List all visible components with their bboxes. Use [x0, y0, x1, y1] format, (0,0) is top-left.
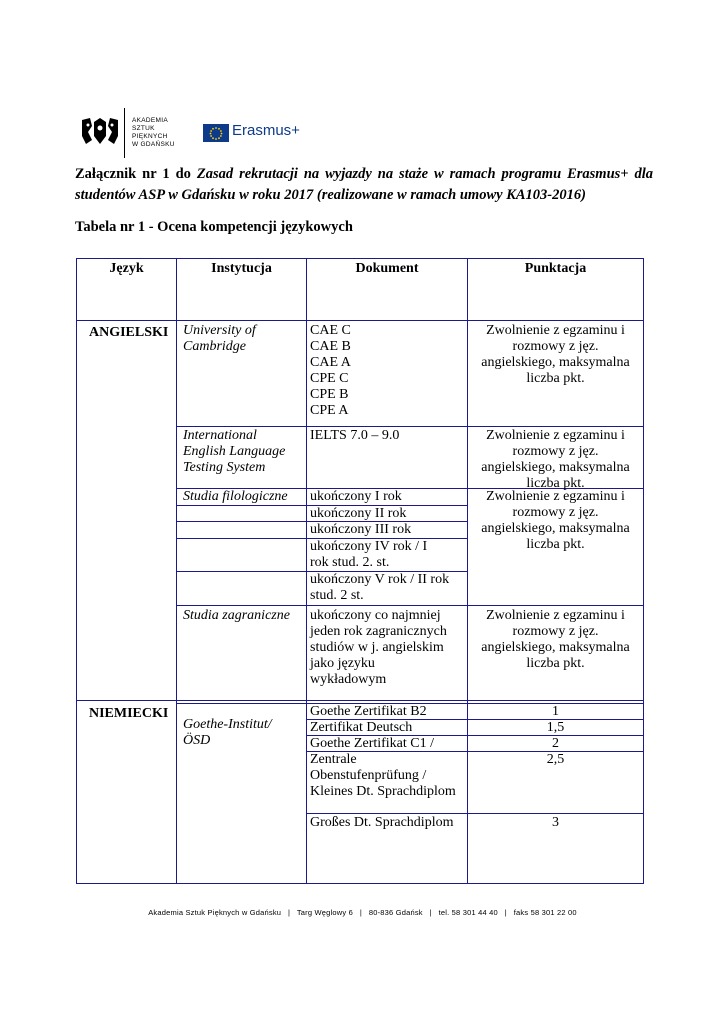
- document-philology-3: ukończony III rok: [310, 522, 412, 537]
- points-line: rozmowy z jęz.: [512, 624, 599, 639]
- annex-intro: [75, 164, 653, 206]
- points-german-4: 2,5: [546, 752, 565, 767]
- row-divider: [177, 426, 643, 427]
- points-line: angielskiego, maksymalna: [481, 460, 630, 475]
- points-line: angielskiego, maksymalna: [481, 521, 630, 536]
- table-title: Tabela nr 1 - Ocena kompetencji językowych: [75, 219, 353, 235]
- language-competence-table: [76, 258, 644, 884]
- document-german-1: Goethe Zertifikat B2: [310, 704, 427, 719]
- document-german-3: Goethe Zertifikat C1 /: [310, 736, 435, 751]
- document-philology-2: ukończony II rok: [310, 506, 407, 521]
- institution-line: International: [183, 428, 257, 443]
- document-philology-4: [310, 539, 427, 571]
- document-philology-5: [310, 572, 449, 604]
- annex-title: Zasad rekrutacji na wyjazdy na staże w ramach programu Erasmus+ dla studentów ASP w Gdańsku w roku 2017 (realizowane w ramach umowy KA103-2016): [75, 166, 654, 203]
- points-philology: [468, 489, 643, 553]
- document-german-4: [310, 752, 456, 800]
- document-line: stud. 2 st.: [310, 588, 364, 603]
- institution-ielts: [183, 428, 285, 476]
- document-item: CAE A: [310, 355, 351, 370]
- annex-lead: Załącznik nr 1 do: [75, 166, 191, 182]
- document-item: CPE C: [310, 371, 349, 386]
- asp-logo: [80, 116, 120, 146]
- document-line: ukończony co najmniej: [310, 608, 441, 623]
- header-institution: Instytucja: [211, 261, 272, 276]
- document-line: jeden rok zagranicznych: [310, 624, 447, 639]
- document-philology-1: ukończony I rok: [310, 489, 402, 504]
- institution-abroad: Studia zagraniczne: [183, 608, 290, 623]
- document-line: jako języku: [310, 656, 375, 671]
- points-line: Zwolnienie z egzaminu i: [486, 323, 625, 338]
- points-abroad: [468, 608, 643, 672]
- document-line: wykładowym: [310, 672, 387, 687]
- row-divider: [77, 700, 643, 701]
- erasmus-logo-text: Erasmus+: [232, 122, 300, 139]
- eu-flag-icon: [203, 124, 229, 142]
- logo-divider: [124, 108, 125, 158]
- institution-cambridge: [183, 323, 256, 355]
- points-ielts: [468, 428, 643, 492]
- points-line: liczba pkt.: [526, 537, 585, 552]
- institution-line: Cambridge: [183, 339, 246, 354]
- institution-line: ÖSD: [183, 733, 211, 748]
- points-line: rozmowy z jęz.: [512, 444, 599, 459]
- document-item: CPE A: [310, 403, 349, 418]
- points-line: angielskiego, maksymalna: [481, 355, 630, 370]
- document-line: ukończony V rok / II rok: [310, 572, 450, 587]
- institution-goethe: [183, 717, 272, 749]
- points-german-3: 2: [552, 736, 559, 751]
- institution-line: University of: [183, 323, 256, 338]
- document-line: Kleines Dt. Sprachdiplom: [310, 784, 456, 799]
- points-line: liczba pkt.: [526, 476, 585, 491]
- institution-philology: Studia filologiczne: [183, 489, 288, 504]
- points-line: Zwolnienie z egzaminu i: [486, 608, 625, 623]
- points-line: rozmowy z jęz.: [512, 339, 599, 354]
- document-german-5: Großes Dt. Sprachdiplom: [310, 815, 454, 830]
- document-line: Zentrale: [310, 752, 357, 767]
- points-line: Zwolnienie z egzaminu i: [486, 428, 625, 443]
- academy-name: [132, 117, 175, 149]
- row-divider: [77, 320, 643, 321]
- document-item: CAE B: [310, 339, 351, 354]
- document-item: CAE C: [310, 323, 351, 338]
- document-german-2: Zertifikat Deutsch: [310, 720, 413, 735]
- header-language: Język: [109, 261, 144, 276]
- document-line: rok stud. 2. st.: [310, 555, 390, 570]
- points-german-5: 3: [552, 815, 559, 830]
- points-cambridge: [468, 323, 643, 387]
- points-line: Zwolnienie z egzaminu i: [486, 489, 625, 504]
- institution-line: Testing System: [183, 460, 266, 475]
- language-german: NIEMIECKI: [89, 706, 169, 721]
- language-english: ANGIELSKI: [89, 325, 169, 340]
- academy-line: W GDAŃSKU: [132, 141, 175, 148]
- header-points: Punktacja: [524, 261, 587, 276]
- row-divider: [307, 813, 643, 814]
- points-line: liczba pkt.: [526, 656, 585, 671]
- academy-line: SZTUK: [132, 125, 155, 132]
- points-line: liczba pkt.: [526, 371, 585, 386]
- document-item: CPE B: [310, 387, 349, 402]
- points-line: rozmowy z jęz.: [512, 505, 599, 520]
- document-line: ukończony IV rok / I: [310, 539, 428, 554]
- header-document: Dokument: [355, 261, 419, 276]
- documents-cambridge: [310, 323, 351, 419]
- page-footer: Akademia Sztuk Pięknych w Gdańsku | Targ Węglowy 6 | 80-836 Gdańsk | tel. 58 301 44 40 | faks 58 301 22 00: [148, 908, 577, 917]
- institution-line: Goethe-Institut/: [183, 717, 272, 732]
- document-abroad: [310, 608, 447, 688]
- academy-line: PIĘKNYCH: [132, 133, 168, 140]
- row-divider: [177, 605, 643, 606]
- document-ielts: IELTS 7.0 – 9.0: [310, 428, 400, 443]
- points-german-2: 1,5: [546, 720, 565, 735]
- institution-line: English Language: [183, 444, 286, 459]
- academy-line: AKADEMIA: [132, 117, 168, 124]
- document-line: studiów w j. angielskim: [310, 640, 444, 655]
- document-line: Obenstufenprüfung /: [310, 768, 427, 783]
- points-german-1: 1: [552, 704, 559, 719]
- points-line: angielskiego, maksymalna: [481, 640, 630, 655]
